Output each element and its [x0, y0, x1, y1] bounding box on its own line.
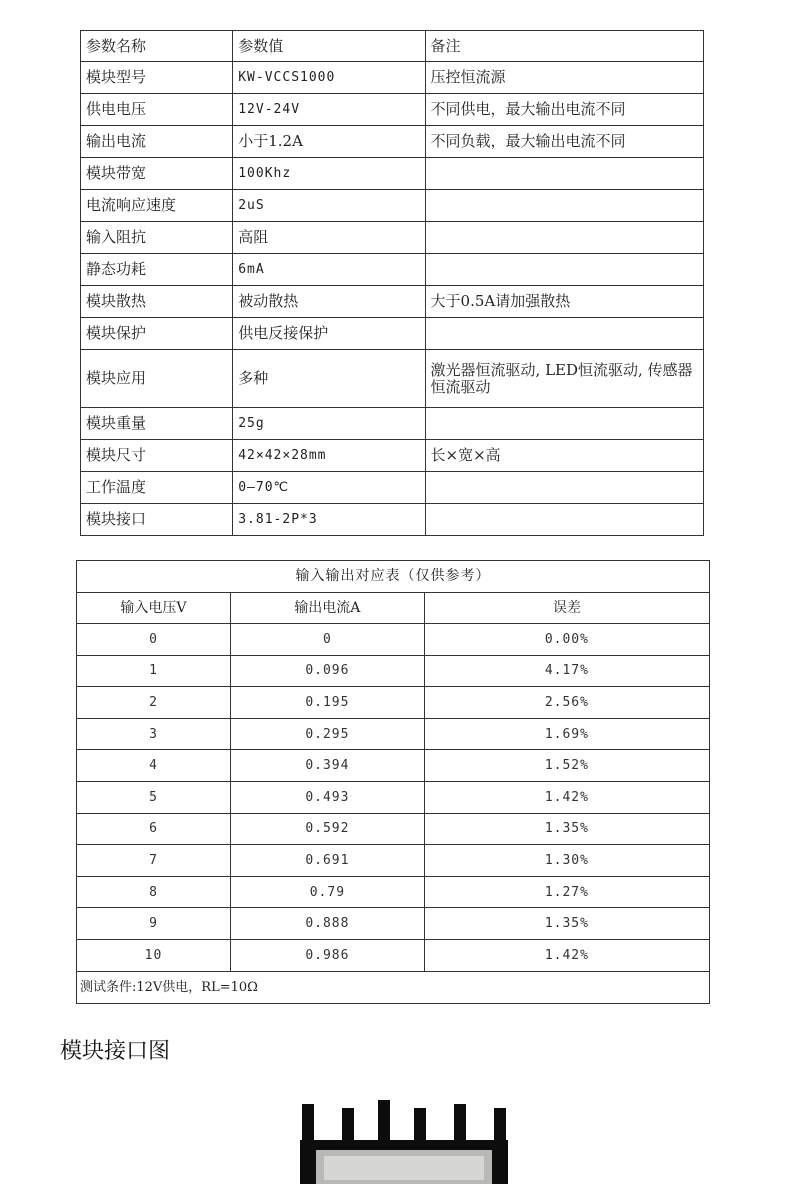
table-row	[81, 126, 704, 158]
input-voltage-cell: 6	[77, 813, 231, 845]
param-value-cell: 供电反接保护	[233, 318, 425, 350]
heatsink-fin	[454, 1104, 466, 1150]
param-name-cell: 模块重量	[81, 408, 233, 440]
heatsink-fin	[378, 1100, 390, 1146]
table-row	[81, 62, 704, 94]
output-current-cell: 0.096	[230, 655, 424, 687]
test-condition-note: 测试条件:12V供电，RL=10Ω	[77, 971, 710, 1003]
error-cell: 1.35%	[424, 813, 709, 845]
table-row	[81, 286, 704, 318]
output-current-cell: 0.986	[230, 939, 424, 971]
param-note-cell: 长×宽×高	[425, 440, 703, 472]
param-value-cell: 2uS	[233, 190, 425, 222]
output-current-cell: 0.79	[230, 876, 424, 908]
error-cell: 1.42%	[424, 781, 709, 813]
param-name-cell: 工作温度	[81, 472, 233, 504]
header-cell: 参数值	[233, 31, 425, 62]
io-correspondence-table	[76, 560, 710, 1004]
output-current-cell: 0	[230, 624, 424, 656]
input-voltage-cell: 9	[77, 908, 231, 940]
param-value-cell: 6mA	[233, 254, 425, 286]
table-row	[77, 750, 710, 782]
output-current-cell: 0.592	[230, 813, 424, 845]
module-photo	[298, 1098, 510, 1184]
param-note-cell	[425, 158, 703, 190]
param-note-cell	[425, 504, 703, 536]
param-name-cell: 模块保护	[81, 318, 233, 350]
param-value-cell: 小于1.2A	[233, 126, 425, 158]
table-row	[77, 845, 710, 877]
header-cell: 误差	[424, 593, 709, 624]
error-cell: 2.56%	[424, 687, 709, 719]
table-caption: 输入输出对应表（仅供参考）	[77, 561, 710, 593]
input-voltage-cell: 10	[77, 939, 231, 971]
param-value-cell: 高阻	[233, 222, 425, 254]
header-cell: 输入电压V	[77, 593, 231, 624]
table-row	[81, 254, 704, 286]
error-cell: 1.52%	[424, 750, 709, 782]
table-row	[77, 908, 710, 940]
table-header-row	[81, 31, 704, 62]
error-cell: 0.00%	[424, 624, 709, 656]
error-cell: 1.27%	[424, 876, 709, 908]
header-cell: 参数名称	[81, 31, 233, 62]
output-current-cell: 0.295	[230, 718, 424, 750]
header-cell: 备注	[425, 31, 703, 62]
input-voltage-cell: 8	[77, 876, 231, 908]
table-row	[77, 939, 710, 971]
param-value-cell: 25g	[233, 408, 425, 440]
output-current-cell: 0.195	[230, 687, 424, 719]
error-cell: 1.30%	[424, 845, 709, 877]
error-cell: 1.35%	[424, 908, 709, 940]
input-voltage-cell: 1	[77, 655, 231, 687]
table-caption-row	[77, 561, 710, 593]
table-row	[81, 94, 704, 126]
param-name-cell: 电流响应速度	[81, 190, 233, 222]
heatsink-fin	[342, 1108, 354, 1154]
param-name-cell: 输出电流	[81, 126, 233, 158]
output-current-cell: 0.691	[230, 845, 424, 877]
module-label	[324, 1156, 484, 1180]
table-row	[77, 655, 710, 687]
param-note-cell	[425, 318, 703, 350]
error-cell: 1.69%	[424, 718, 709, 750]
output-current-cell: 0.888	[230, 908, 424, 940]
param-name-cell: 模块应用	[81, 350, 233, 408]
param-note-cell: 不同供电，最大输出电流不同	[425, 94, 703, 126]
parameter-table	[80, 30, 704, 536]
error-cell: 1.42%	[424, 939, 709, 971]
heatsink-fin	[302, 1104, 314, 1150]
param-name-cell: 模块接口	[81, 504, 233, 536]
heatsink-fin	[494, 1108, 506, 1154]
param-name-cell: 模块散热	[81, 286, 233, 318]
table-row	[77, 781, 710, 813]
table-footnote-row	[77, 971, 710, 1003]
error-cell: 4.17%	[424, 655, 709, 687]
table-header-row	[77, 593, 710, 624]
param-note-cell	[425, 190, 703, 222]
param-name-cell: 模块带宽	[81, 158, 233, 190]
table-row	[81, 158, 704, 190]
param-value-cell: 被动散热	[233, 286, 425, 318]
param-note-cell: 大于0.5A请加强散热	[425, 286, 703, 318]
table-row	[81, 440, 704, 472]
table-row	[81, 408, 704, 440]
param-value-cell: 0—70℃	[233, 472, 425, 504]
input-voltage-cell: 4	[77, 750, 231, 782]
table-row	[81, 222, 704, 254]
table-row	[77, 624, 710, 656]
table-row	[81, 318, 704, 350]
param-note-cell: 压控恒流源	[425, 62, 703, 94]
param-note-cell	[425, 472, 703, 504]
input-voltage-cell: 5	[77, 781, 231, 813]
param-value-cell: 42×42×28mm	[233, 440, 425, 472]
param-value-cell: 12V-24V	[233, 94, 425, 126]
param-note-cell	[425, 254, 703, 286]
param-value-cell: 多种	[233, 350, 425, 408]
table-row	[77, 718, 710, 750]
param-name-cell: 供电电压	[81, 94, 233, 126]
table-row	[81, 190, 704, 222]
param-note-cell	[425, 222, 703, 254]
param-note-cell: 激光器恒流驱动, LED恒流驱动, 传感器恒流驱动	[425, 350, 703, 408]
input-voltage-cell: 2	[77, 687, 231, 719]
heatsink	[298, 1098, 510, 1184]
heatsink-fin	[414, 1108, 426, 1154]
param-value-cell: KW-VCCS1000	[233, 62, 425, 94]
header-cell: 输出电流A	[230, 593, 424, 624]
table-row	[81, 472, 704, 504]
param-value-cell: 100Khz	[233, 158, 425, 190]
output-current-cell: 0.493	[230, 781, 424, 813]
input-voltage-cell: 3	[77, 718, 231, 750]
param-note-cell	[425, 408, 703, 440]
param-name-cell: 模块型号	[81, 62, 233, 94]
table-row	[77, 813, 710, 845]
param-note-cell: 不同负载，最大输出电流不同	[425, 126, 703, 158]
table-row	[81, 504, 704, 536]
table-row	[77, 687, 710, 719]
param-name-cell: 输入阻抗	[81, 222, 233, 254]
param-value-cell: 3.81-2P*3	[233, 504, 425, 536]
section-title: 模块接口图	[60, 1039, 171, 1064]
param-name-cell: 静态功耗	[81, 254, 233, 286]
table-row	[77, 876, 710, 908]
param-name-cell: 模块尺寸	[81, 440, 233, 472]
output-current-cell: 0.394	[230, 750, 424, 782]
table-row	[81, 350, 704, 408]
input-voltage-cell: 7	[77, 845, 231, 877]
input-voltage-cell: 0	[77, 624, 231, 656]
